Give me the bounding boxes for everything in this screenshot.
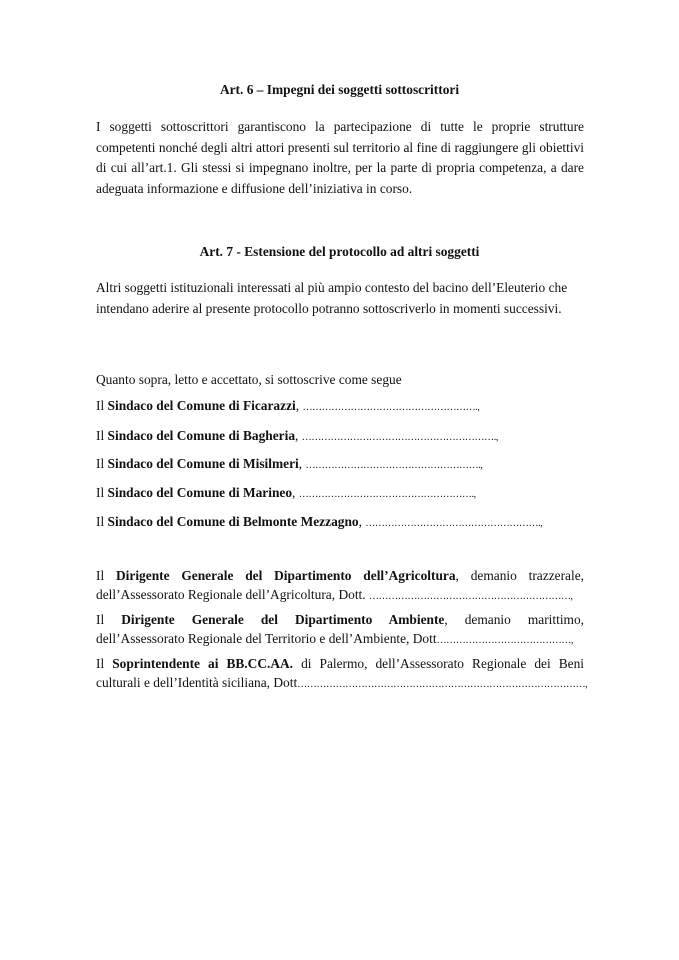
signatory-prefix: Il	[96, 514, 108, 529]
official-title: Soprintendente ai BB.CC.AA.	[112, 656, 294, 671]
signature-dots: ………………………………………………………………………………,	[297, 679, 588, 690]
signature-dots: …………………………………………………….,	[301, 432, 498, 443]
signatory-prefix: Il	[96, 428, 108, 443]
official-line-2: dell’Assessorato Regionale del Territorio e dell’Ambiente, Dott……………………………………,	[96, 631, 574, 646]
article-6-body: I soggetti sottoscrittori garantiscono la partecipazione di tutte le proprie strutture competenti nonché degli altri attori presenti sul territorio al fine di raggiungere gli obiettivi di cui all’art.1. Gli stessi si impegnano inoltre, per la parte di propria competenza, a dare adeguata informazione e diffusione dell’iniziativa in corso.	[96, 119, 584, 196]
signatory-line: Il Sindaco del Comune di Misilmeri, ……………………………………………….,	[96, 456, 483, 471]
signatory-line: Il Sindaco del Comune di Bagheria, …………………………………………………….,	[96, 428, 498, 443]
official-line-2: dell’Assessorato Regionale dell’Agricoltura, Dott. ………………………………………………………,	[96, 587, 573, 602]
signature-dots: ……………………………………,	[436, 635, 574, 646]
official-title: Dirigente Generale del Dipartimento dell’Agricoltura	[116, 568, 456, 583]
article-7-body: Altri soggetti istituzionali interessati al più ampio contesto del bacino dell’Eleuterio che intendano aderire al presente protocollo potranno sottoscriverlo in momenti successivi.	[96, 280, 568, 316]
signatory-name: Sindaco del Comune di Belmonte Mezzagno	[107, 514, 359, 529]
signatory-line: Il Sindaco del Comune di Belmonte Mezzagno, ……………………………………………….,	[96, 514, 543, 529]
signatory-line: Il Sindaco del Comune di Marineo, ……………………………………………….,	[96, 485, 476, 500]
signatory-prefix: Il	[96, 398, 108, 413]
article-7-title: Art. 7 - Estensione del protocollo ad altri soggetti	[199, 244, 480, 259]
signatory-name: Sindaco del Comune di Bagheria	[107, 428, 296, 443]
signatory-name: Sindaco del Comune di Marineo	[107, 485, 293, 500]
official-line-2: culturali e dell’Identità siciliana, Dott………………………………………………………………………………,	[96, 675, 588, 690]
signatory-line: Il Sindaco del Comune di Ficarazzi, ……………………………………………….,	[96, 398, 480, 413]
signature-dots: ……………………………………………….,	[302, 402, 480, 413]
signatory-name: Sindaco del Comune di Ficarazzi	[107, 398, 296, 413]
signature-dots: ……………………………………………….,	[305, 460, 483, 471]
official-line-1: Il Dirigente Generale del Dipartimento dell’Agricoltura, demanio trazzerale,	[96, 568, 584, 583]
signature-intro: Quanto sopra, letto e accettato, si sottoscrive come segue	[96, 372, 402, 387]
official-line-1: Il Soprintendente ai BB.CC.AA. di Palermo, dell’Assessorato Regionale dei Beni	[96, 656, 584, 671]
signatory-name: Sindaco del Comune di Misilmeri	[107, 456, 299, 471]
signature-dots: ……………………………………………….,	[365, 518, 543, 529]
official-line-1: Il Dirigente Generale del Dipartimento Ambiente, demanio marittimo,	[96, 612, 585, 627]
signatory-prefix: Il	[96, 456, 108, 471]
signatory-prefix: Il	[96, 485, 108, 500]
article-6-title: Art. 6 – Impegni dei soggetti sottoscrittori	[219, 82, 460, 97]
signature-dots: ……………………………………………….,	[298, 489, 476, 500]
signature-dots: ………………………………………………………,	[368, 591, 573, 602]
official-title: Dirigente Generale del Dipartimento Ambiente	[121, 612, 445, 627]
